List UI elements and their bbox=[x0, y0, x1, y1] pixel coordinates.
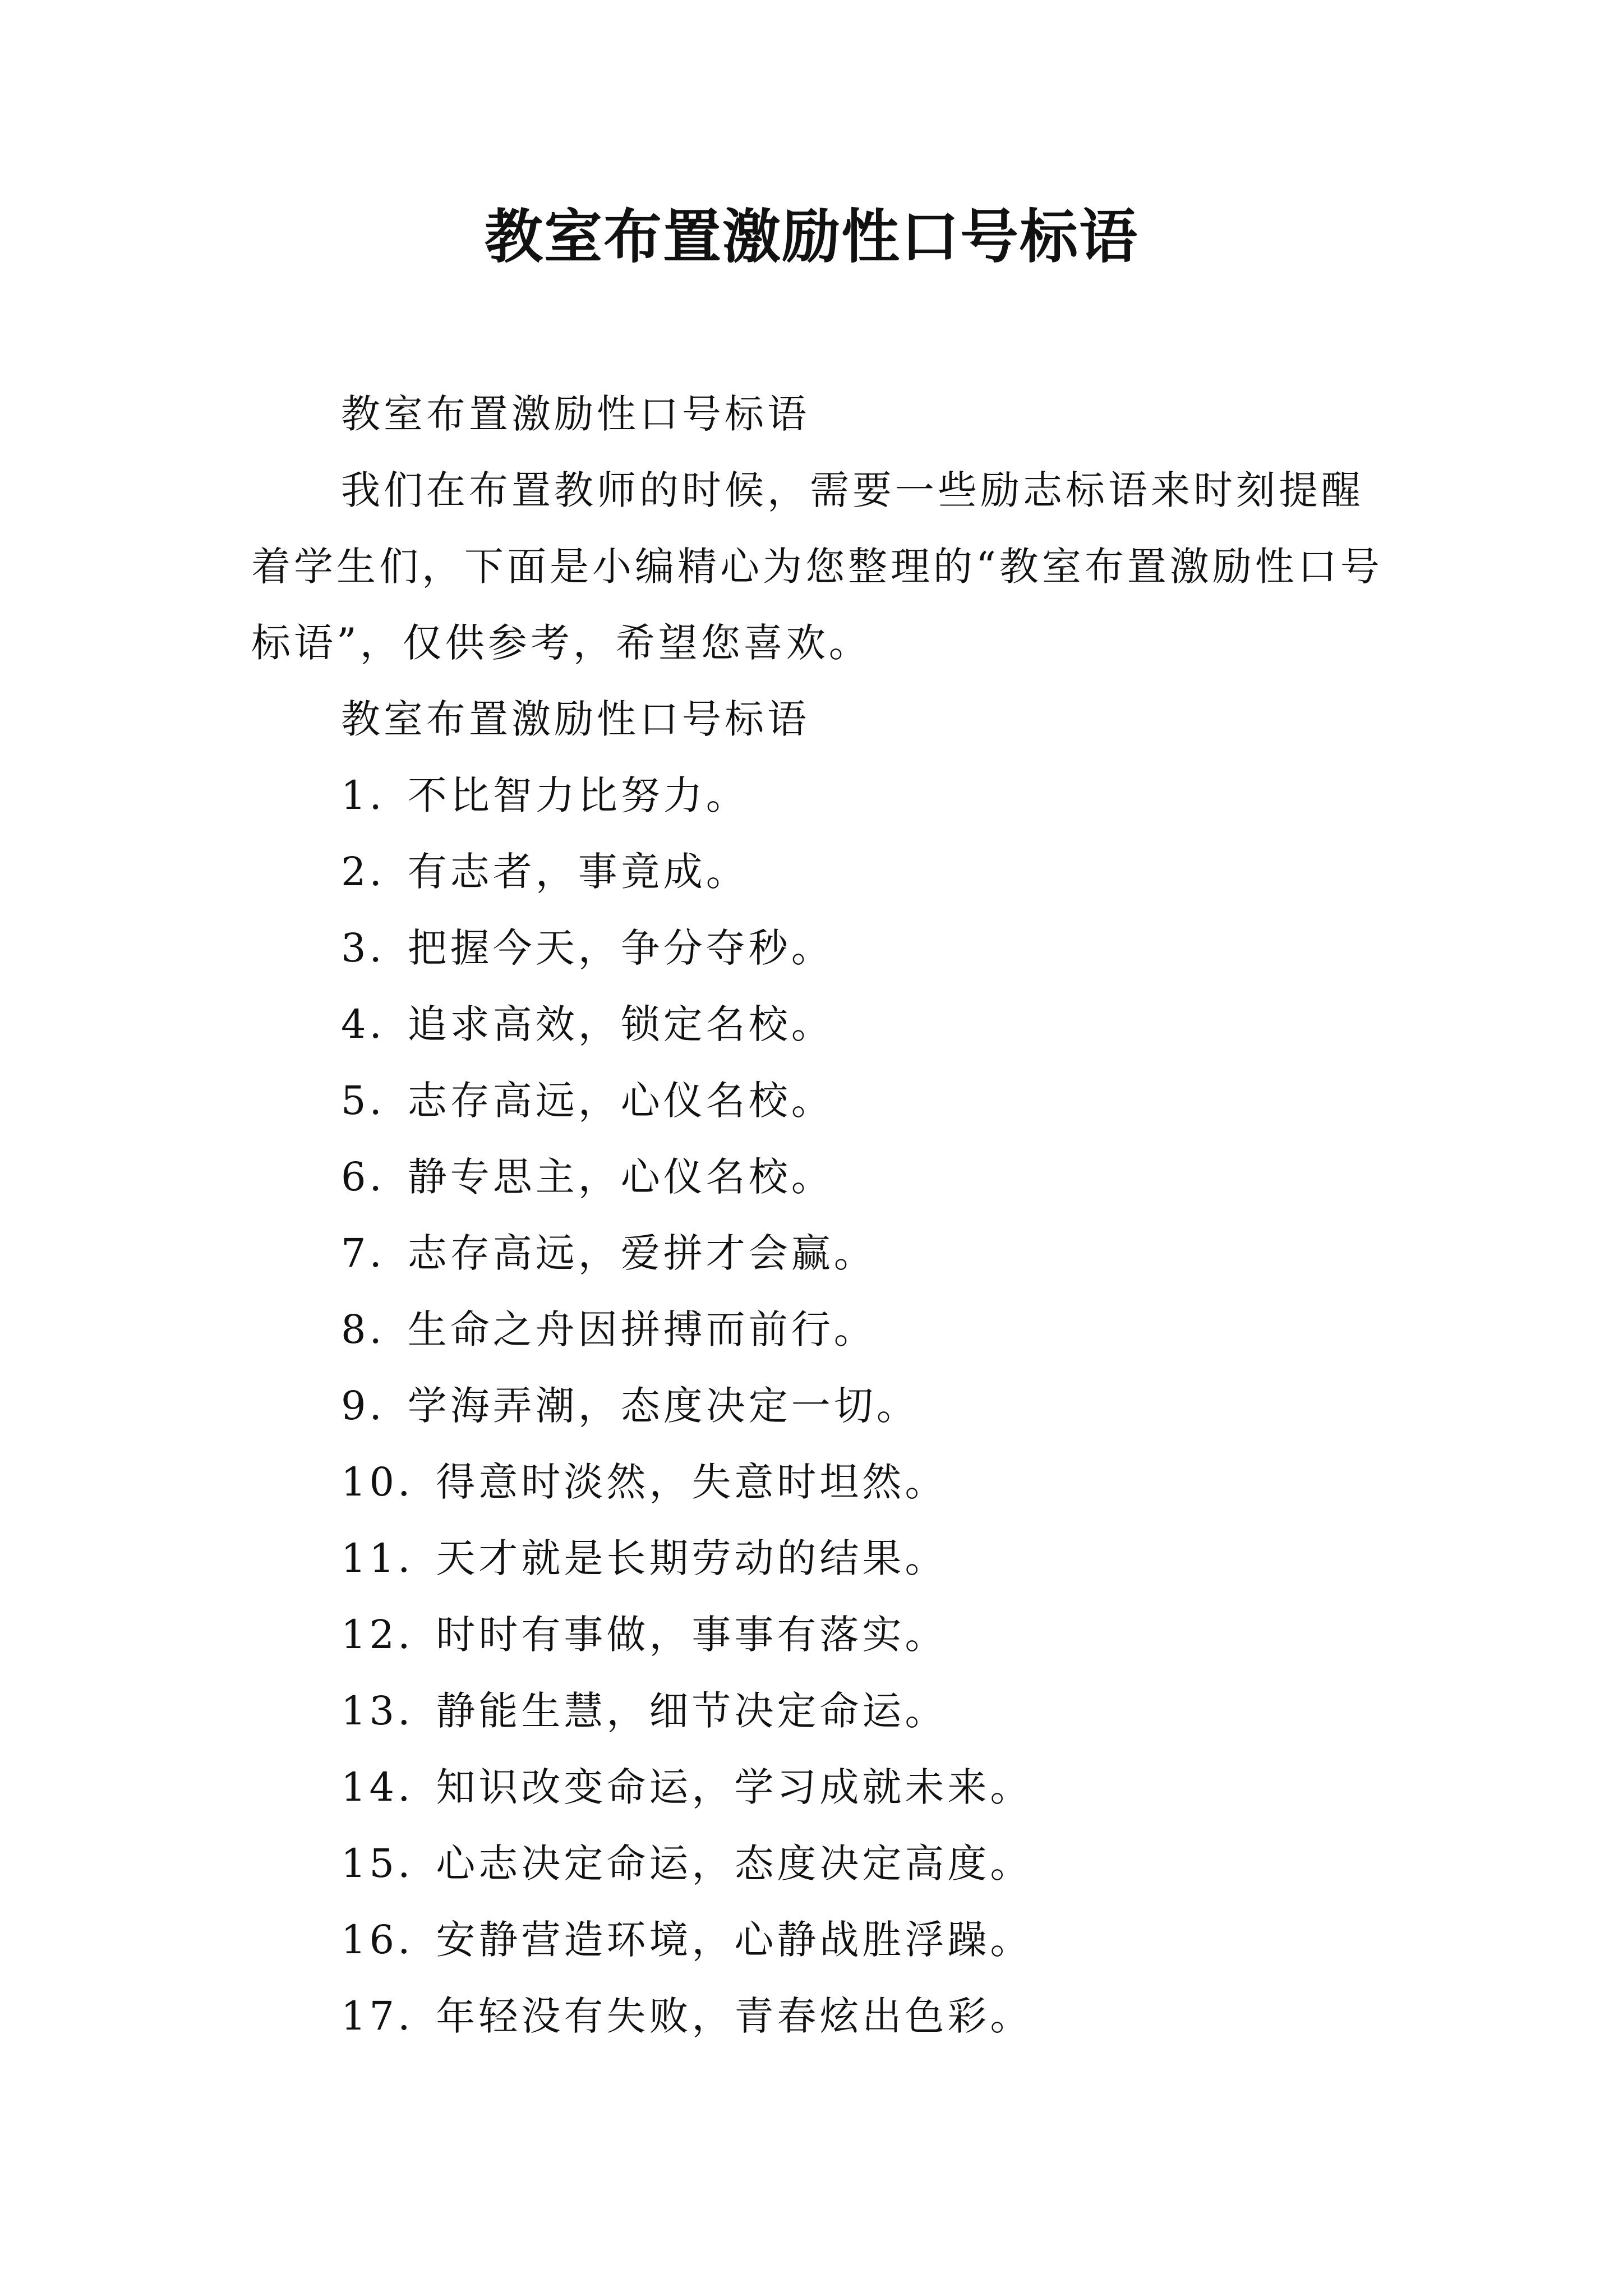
list-item bbox=[251, 1596, 1390, 1673]
list-item bbox=[251, 1139, 1390, 1215]
list-item-number: 14. bbox=[341, 1764, 414, 1810]
list-item bbox=[251, 1291, 1390, 1368]
list-item-text: 安静营造环境，心静战胜浮躁。 bbox=[436, 1917, 1033, 1963]
list-item bbox=[251, 1749, 1390, 1825]
list-item bbox=[251, 1978, 1390, 2054]
list-item-number: 2. bbox=[341, 849, 385, 895]
list-item-number: 6. bbox=[341, 1154, 385, 1200]
list-item bbox=[251, 834, 1390, 910]
list-item-text: 静能生慧，细节决定命运。 bbox=[436, 1688, 948, 1734]
list-item-text: 年轻没有失败，青春炫出色彩。 bbox=[436, 1993, 1033, 2039]
slogan-list bbox=[251, 757, 1390, 2054]
list-item-number: 13. bbox=[341, 1688, 414, 1734]
list-item-number: 9. bbox=[341, 1383, 385, 1429]
list-item-number: 8. bbox=[341, 1306, 385, 1352]
list-item-text: 有志者，事竟成。 bbox=[407, 849, 749, 895]
list-item-text: 天才就是长期劳动的结果。 bbox=[436, 1535, 948, 1581]
list-item-number: 4. bbox=[341, 1001, 385, 1047]
list-item-text: 心志决定命运，态度决定高度。 bbox=[436, 1841, 1033, 1887]
list-item-number: 5. bbox=[341, 1078, 385, 1124]
document-body bbox=[251, 376, 1390, 2054]
list-item-number: 3. bbox=[341, 925, 385, 971]
list-item bbox=[251, 757, 1390, 834]
list-item-number: 7. bbox=[341, 1230, 385, 1276]
list-item bbox=[251, 1520, 1390, 1596]
list-item-text: 生命之舟因拼搏而前行。 bbox=[407, 1306, 877, 1352]
list-item-text: 把握今天，争分夺秒。 bbox=[407, 925, 834, 971]
list-item-number: 17. bbox=[341, 1993, 414, 2039]
list-item bbox=[251, 1444, 1390, 1520]
list-item-text: 志存高远，心仪名校。 bbox=[407, 1078, 834, 1124]
section-heading: 教室布置激励性口号标语 bbox=[341, 696, 810, 742]
list-item-text: 时时有事做，事事有落实。 bbox=[436, 1612, 948, 1658]
list-item bbox=[251, 986, 1390, 1062]
list-item-text: 志存高远，爱拼才会赢。 bbox=[407, 1230, 877, 1276]
list-item-number: 15. bbox=[341, 1841, 414, 1887]
list-item-number: 11. bbox=[341, 1535, 414, 1581]
list-item-text: 学海弄潮，态度决定一切。 bbox=[407, 1383, 919, 1429]
list-item-text: 知识改变命运，学习成就未来。 bbox=[436, 1764, 1033, 1810]
list-item bbox=[251, 1215, 1390, 1291]
list-item bbox=[251, 1825, 1390, 1902]
list-item-text: 静专思主，心仪名校。 bbox=[407, 1154, 834, 1200]
list-item bbox=[251, 1673, 1390, 1749]
list-item-number: 1. bbox=[341, 772, 385, 818]
list-item-number: 10. bbox=[341, 1459, 414, 1505]
list-item bbox=[251, 1062, 1390, 1139]
list-item-text: 不比智力比努力。 bbox=[407, 772, 749, 818]
subtitle-paragraph: 教室布置激励性口号标语 bbox=[341, 391, 810, 437]
list-item-number: 12. bbox=[341, 1612, 414, 1658]
list-item-text: 得意时淡然，失意时坦然。 bbox=[436, 1459, 948, 1505]
list-item bbox=[251, 910, 1390, 986]
document-title: 教室布置激励性口号标语 bbox=[484, 203, 1138, 271]
list-item-text: 追求高效，锁定名校。 bbox=[407, 1001, 834, 1047]
list-item-number: 16. bbox=[341, 1917, 414, 1963]
list-item bbox=[251, 1368, 1390, 1444]
list-item bbox=[251, 1902, 1390, 1978]
intro-paragraph: 我们在布置教师的时候，需要一些励志标语来时刻提醒着学生们，下面是小编精心为您整理的“教室布置激励性口号标语”，仅供参考，希望您喜欢。 bbox=[251, 467, 1383, 666]
